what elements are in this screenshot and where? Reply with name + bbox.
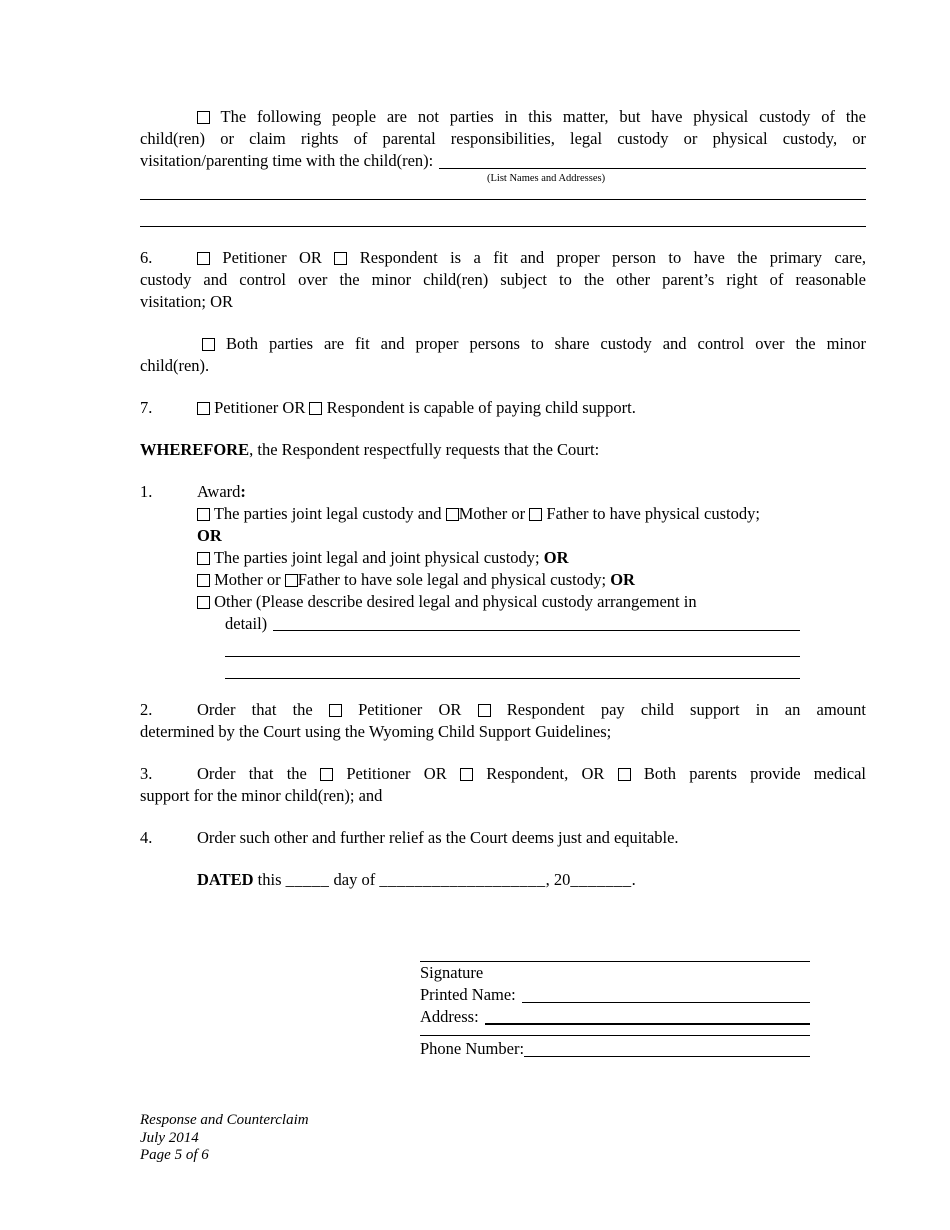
request2-number: 2.: [140, 700, 153, 719]
both-parties-line-1: [140, 333, 866, 355]
award-opt3-text-b: Father to have sole legal and physical custody;: [297, 570, 607, 589]
request-3: [140, 763, 866, 807]
request3-text-b: Petitioner OR: [346, 764, 447, 783]
request3-both-parents-checkbox[interactable]: [618, 768, 631, 781]
phone-field[interactable]: [524, 1056, 810, 1057]
nonparty-text-2: child(ren) or claim rights of parental responsibilities, legal custody or physical custody, or: [140, 129, 866, 148]
address-label: Address:: [420, 1007, 479, 1026]
request2-text-c: Respondent pay child support in an amount: [506, 700, 866, 719]
both-parties-line-2: [140, 355, 866, 377]
award-colon: :: [240, 482, 246, 501]
request2-text-2: determined by the Court using the Wyoming Child Support Guidelines;: [140, 722, 612, 741]
printed-name-field[interactable]: [522, 1002, 810, 1003]
request3-text-c: Respondent, OR: [486, 764, 605, 783]
request2-text-b: Petitioner OR: [358, 700, 462, 719]
write-in-line-2[interactable]: [140, 200, 866, 227]
award-opt4-text: Other (Please describe desired legal and physical custody arrangement in: [214, 592, 697, 611]
award-opt1-text-a: The parties joint legal custody and: [213, 504, 442, 523]
dated-period: .: [631, 870, 636, 889]
request3-text-2: support for the minor child(ren); and: [140, 786, 383, 805]
award-option-1-or: [197, 525, 866, 547]
request3-text-a: Order that the: [197, 764, 307, 783]
dated-year-blank[interactable]: _______: [570, 870, 632, 889]
wherefore-paragraph: [140, 439, 866, 461]
dated-day-blank[interactable]: _____: [285, 870, 330, 889]
item6-text-a: Petitioner OR: [222, 248, 322, 267]
award-label: Award: [197, 482, 241, 501]
opt1-mother-checkbox[interactable]: [446, 508, 459, 521]
item6-text-3: visitation; OR: [140, 292, 234, 311]
other-arrangement-checkbox[interactable]: [197, 596, 210, 609]
item7-text-b: Respondent is capable of paying child support.: [326, 398, 636, 417]
request4-number: 4.: [140, 828, 153, 847]
both-parties-paragraph: [140, 333, 866, 377]
names-addresses-field[interactable]: [439, 168, 866, 169]
item6-line-3: [140, 291, 866, 313]
request2-line-1: [140, 699, 866, 721]
address-field-line2[interactable]: [420, 1028, 810, 1036]
footer-page-number: Page 5 of 6: [140, 1147, 209, 1163]
award-option-3: [197, 569, 866, 591]
detail-label: detail): [225, 614, 268, 633]
detail-write-in-line-2[interactable]: [225, 657, 800, 679]
item6-respondent-checkbox[interactable]: [334, 252, 347, 265]
request-4: [140, 827, 866, 849]
item6-line-1: [140, 247, 866, 269]
detail-write-in-line-1[interactable]: [225, 635, 800, 657]
or-connector: OR: [610, 570, 635, 589]
request2-petitioner-checkbox[interactable]: [329, 704, 342, 717]
names-addresses-hint: (List Names and Addresses): [487, 173, 606, 184]
printed-name-label: Printed Name:: [420, 985, 516, 1004]
item6-text-b: Respondent is a fit and proper person to have the primary care,: [359, 248, 867, 267]
nonparty-line-2: [140, 128, 866, 150]
request4-line: [140, 827, 866, 849]
request2-line-2: [140, 721, 866, 743]
opt3-mother-checkbox[interactable]: [197, 574, 210, 587]
joint-legal-custody-checkbox[interactable]: [197, 508, 210, 521]
item7-line: [140, 397, 866, 419]
or-connector: OR: [197, 526, 222, 545]
detail-field[interactable]: [273, 630, 800, 631]
award-option-4-detail: [225, 613, 800, 635]
nonparty-line-1: [140, 106, 866, 128]
both-parties-text-2: child(ren).: [140, 356, 210, 375]
document-footer: [140, 1112, 866, 1165]
award-option-2: [197, 547, 866, 569]
both-parties-checkbox[interactable]: [202, 338, 215, 351]
award-opt1-text-b: Mother or: [458, 504, 526, 523]
request3-petitioner-checkbox[interactable]: [320, 768, 333, 781]
award-heading: [140, 481, 866, 503]
request3-respondent-checkbox[interactable]: [460, 768, 473, 781]
item-7: [140, 397, 866, 419]
opt3-father-checkbox[interactable]: [285, 574, 298, 587]
award-options: [197, 503, 866, 679]
signature-label: Signature: [420, 963, 484, 982]
item6-text-2: custody and control over the minor child(ren) subject to the other parent’s right of reasonable: [140, 270, 866, 289]
item6-number: 6.: [140, 248, 153, 267]
item-6: [140, 247, 866, 313]
item7-petitioner-checkbox[interactable]: [197, 402, 210, 415]
signature-block: [420, 961, 810, 1060]
request-2: [140, 699, 866, 743]
request3-line-1: [140, 763, 866, 785]
award-option-1: [197, 503, 866, 525]
nonparty-text-3: visitation/parenting time with the child(ren):: [140, 151, 434, 170]
award-option-4: [197, 591, 866, 613]
wherefore-text: , the Respondent respectfully requests that the Court:: [249, 440, 600, 459]
request2-text-a: Order that the: [197, 700, 313, 719]
award-opt2-text: The parties joint legal and joint physical custody;: [213, 548, 540, 567]
wherefore-bold: WHEREFORE: [140, 440, 250, 459]
footer-title: Response and Counterclaim: [140, 1112, 309, 1128]
address-row: [420, 1006, 810, 1028]
nonparty-custody-paragraph: [140, 106, 866, 185]
dated-month-blank[interactable]: ___________________: [379, 870, 546, 889]
opt1-father-checkbox[interactable]: [529, 508, 542, 521]
award-opt1-text-c: Father to have physical custody;: [546, 504, 760, 523]
nonparty-text-1: The following people are not parties in this matter, but have physical custody of the: [220, 107, 866, 126]
dated-text-b: day of: [333, 870, 376, 889]
footer-date: July 2014: [140, 1129, 199, 1146]
dated-bold: DATED: [197, 870, 254, 889]
dated-text-a: this: [257, 870, 282, 889]
address-field[interactable]: [485, 1023, 810, 1025]
award-number: 1.: [140, 482, 153, 501]
item7-respondent-checkbox[interactable]: [309, 402, 322, 415]
or-connector: OR: [543, 548, 569, 567]
write-in-line-1[interactable]: [140, 185, 866, 200]
request3-text-d: Both parents provide medical: [643, 764, 867, 783]
item6-petitioner-checkbox[interactable]: [197, 252, 210, 265]
joint-legal-physical-checkbox[interactable]: [197, 552, 210, 565]
request4-text: Order such other and further relief as the Court deems just and equitable.: [197, 828, 679, 847]
request-1-award: [140, 481, 866, 679]
nonparty-custody-checkbox[interactable]: [197, 111, 210, 124]
request3-line-2: [140, 785, 866, 807]
item7-text-a: Petitioner OR: [214, 398, 306, 417]
both-parties-text-1: Both parties are fit and proper persons to share custody and control over the minor: [225, 334, 866, 353]
phone-row: [420, 1038, 810, 1060]
item6-line-2: [140, 269, 866, 291]
printed-name-row: [420, 984, 810, 1006]
dated-text-c: , 20: [545, 870, 571, 889]
dated-line: [197, 869, 866, 891]
wherefore-line: [140, 439, 866, 461]
nonparty-line-3: [140, 150, 866, 172]
item7-number: 7.: [140, 398, 153, 417]
request3-number: 3.: [140, 764, 153, 783]
phone-label: Phone Number:: [420, 1039, 525, 1058]
award-opt3-text-a: Mother or: [214, 570, 281, 589]
request2-respondent-checkbox[interactable]: [478, 704, 491, 717]
